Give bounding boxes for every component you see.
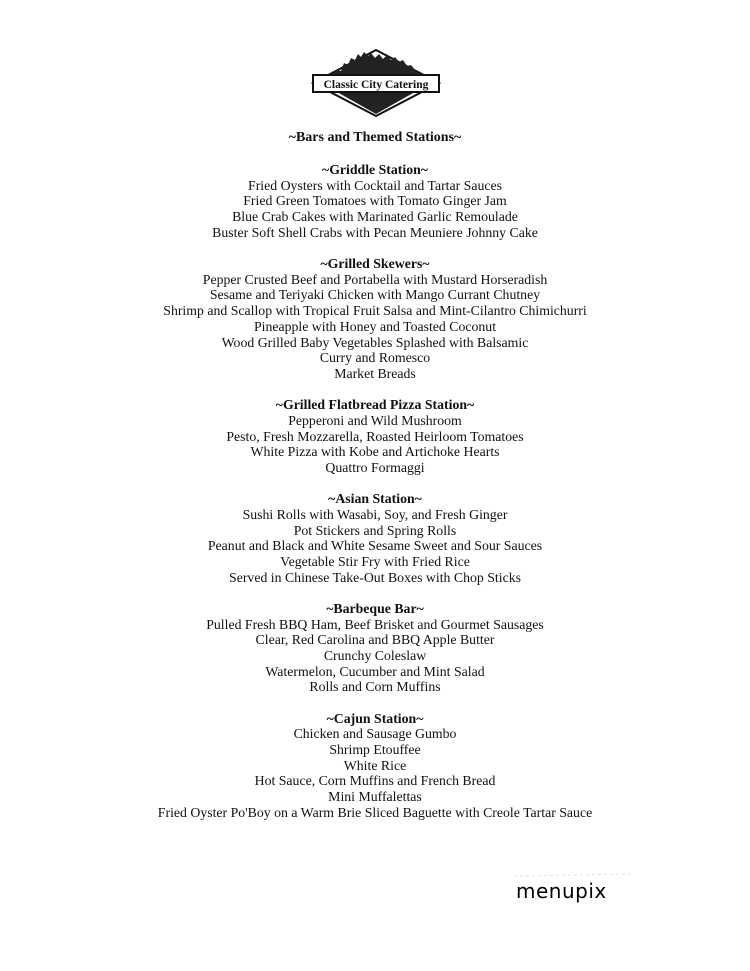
menu-item: Pineapple with Honey and Toasted Coconut — [253, 318, 497, 334]
menu-item: Vegetable Stir Fry with Fried Rice — [280, 553, 470, 569]
menu-item: Shrimp and Scallop with Tropical Fruit Salsa and Mint-Cilantro Chimichurri — [163, 303, 587, 319]
menu-item: Market Breads — [334, 365, 416, 381]
menu-item: Blue Crab Cakes with Marinated Garlic Remoulade — [232, 209, 518, 225]
section-title: ~Grilled Skewers~ — [320, 256, 430, 272]
menu-item: Crunchy Coleslaw — [323, 647, 427, 663]
menu-item: Mini Muffalettas — [328, 789, 422, 805]
menu-item: Sesame and Teriyaki Chicken with Mango Currant Chutney — [209, 287, 541, 303]
menu-item: White Pizza with Kobe and Artichoke Hearts — [250, 444, 500, 460]
section-title: ~Cajun Station~ — [326, 710, 424, 726]
logo-text: Classic City Catering — [323, 79, 429, 91]
menu-item: Peanut and Black and White Sesame Sweet and Sour Sauces — [207, 538, 543, 554]
menu-item: White Rice — [343, 757, 407, 773]
menu-item: Clear, Red Carolina and BBQ Apple Butter — [255, 632, 495, 648]
logo-graphic — [311, 48, 441, 118]
menu-item: Rolls and Corn Muffins — [309, 679, 441, 695]
menu-section — [0, 256, 750, 382]
menu-item: Pepper Crusted Beef and Portabella with Mustard Horseradish — [202, 271, 548, 287]
menu-section — [0, 601, 750, 695]
menu-item: Served in Chinese Take-Out Boxes with Chop Sticks — [229, 569, 521, 585]
menu-item: Watermelon, Cucumber and Mint Salad — [265, 663, 485, 679]
menu-item: Buster Soft Shell Crabs with Pecan Meuniere Johnny Cake — [212, 224, 538, 240]
watermark — [512, 872, 632, 912]
menu-item: Quattro Formaggi — [325, 459, 425, 475]
menu-item: Pot Stickers and Spring Rolls — [293, 522, 457, 538]
menu-item: Pulled Fresh BBQ Ham, Beef Brisket and Gourmet Sausages — [206, 616, 544, 632]
menu-section — [0, 491, 750, 585]
menu-section — [0, 711, 750, 821]
menu-section — [0, 397, 750, 476]
company-logo — [311, 48, 441, 118]
menu-item: Fried Oyster Po'Boy on a Warm Brie Sliced Baguette with Creole Tartar Sauce — [157, 804, 593, 820]
menu-item: Hot Sauce, Corn Muffins and French Bread — [254, 773, 496, 789]
menu-item: Fried Green Tomatoes with Tomato Ginger Jam — [243, 193, 507, 209]
menu-item: Shrimp Etouffee — [329, 742, 421, 757]
menu-item: Curry and Romesco — [319, 350, 431, 366]
section-title: ~Barbeque Bar~ — [326, 600, 424, 616]
menu-sections — [0, 162, 750, 836]
menu-item: Fried Oysters with Cocktail and Tartar Sauces — [248, 177, 502, 193]
watermark-text: menupix — [516, 879, 607, 903]
menu-item: Sushi Rolls with Wasabi, Soy, and Fresh Ginger — [242, 506, 508, 522]
section-title: ~Asian Station~ — [328, 491, 422, 507]
menu-item: Wood Grilled Baby Vegetables Splashed with Balsamic — [221, 334, 529, 350]
page-title: ~Bars and Themed Stations~ — [288, 130, 462, 145]
menu-item: Pepperoni and Wild Mushroom — [288, 412, 462, 428]
watermark-graphic — [512, 872, 632, 912]
section-title: ~Griddle Station~ — [322, 162, 428, 177]
menu-item: Chicken and Sausage Gumbo — [293, 726, 457, 742]
menu-section — [0, 162, 750, 241]
section-title: ~Grilled Flatbread Pizza Station~ — [275, 397, 475, 413]
menu-item: Pesto, Fresh Mozzarella, Roasted Heirloom Tomatoes — [226, 428, 524, 444]
